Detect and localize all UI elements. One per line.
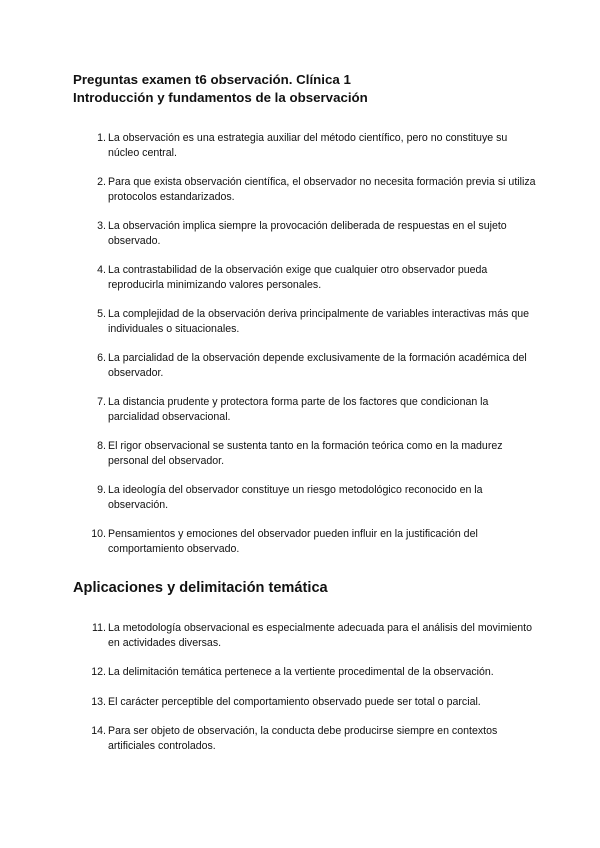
question-text: La complejidad de la observación deriva principalmente de variables interactivas más que individuales o situacionales. [108,308,530,335]
document-title [73,71,368,107]
question-text: La delimitación temática pertenece a la vertiente procedimental de la observación. [108,666,494,678]
question-text: Para que exista observación científica, el observador no necesita formación previa si utiliza protocolos estandarizados. [108,176,536,203]
question-number: 9. [97,484,106,496]
question-number: 13. [91,696,106,708]
question-text: Para ser objeto de observación, la conducta debe producirse siempre en contextos artificiales controlados. [108,725,498,752]
question-text: La contrastabilidad de la observación exige que cualquier otro observador pueda reproducirla minimizando valores personales. [108,264,488,291]
question-text: Pensamientos y emociones del observador pueden influir en la justificación del comportamiento observado. [108,528,478,555]
question-text: El carácter perceptible del comportamiento observado puede ser total o parcial. [108,696,481,708]
list-item [86,439,536,468]
question-text: La distancia prudente y protectora forma parte de los factores que condicionan la parcialidad observacional. [108,396,489,423]
question-text: La observación implica siempre la provocación deliberada de respuestas en el sujeto observado. [108,220,507,247]
section1-heading: Introducción y fundamentos de la observación [73,90,368,105]
list-item [86,219,536,248]
question-number: 11. [92,622,106,634]
list-item [86,263,536,292]
list-item [86,724,536,753]
list-item [86,665,536,680]
question-number: 6. [97,352,106,364]
question-text: La observación es una estrategia auxiliar del método científico, pero no constituye su núcleo central. [108,132,508,159]
section2-heading: Aplicaciones y delimitación temática [73,580,328,596]
question-number: 1. [97,132,106,144]
question-text: La parcialidad de la observación depende exclusivamente de la formación académica del observador. [108,352,527,379]
question-number: 10. [91,528,106,540]
title-line-1: Preguntas examen t6 observación. Clínica 1 [73,72,351,87]
list-item [86,307,536,336]
question-text: El rigor observacional se sustenta tanto en la formación teórica como en la madurez personal del observador. [108,440,503,467]
list-item [86,131,536,160]
question-number: 5. [97,308,106,320]
question-number: 7. [97,396,106,408]
list-item [86,395,536,424]
question-number: 4. [97,264,106,276]
list-item [86,621,536,650]
question-number: 8. [97,440,106,452]
list-item [86,175,536,204]
question-text: La metodología observacional es especialmente adecuada para el análisis del movimiento en actividades diversas. [108,622,533,649]
question-number: 12. [91,666,106,678]
list-item [86,483,536,512]
list-item [86,351,536,380]
list-item [86,695,536,710]
question-text: La ideología del observador constituye un riesgo metodológico reconocido en la observación. [108,484,483,511]
question-number: 3. [97,220,106,232]
list-item [86,527,536,556]
question-number: 14. [91,725,106,737]
question-number: 2. [97,176,106,188]
